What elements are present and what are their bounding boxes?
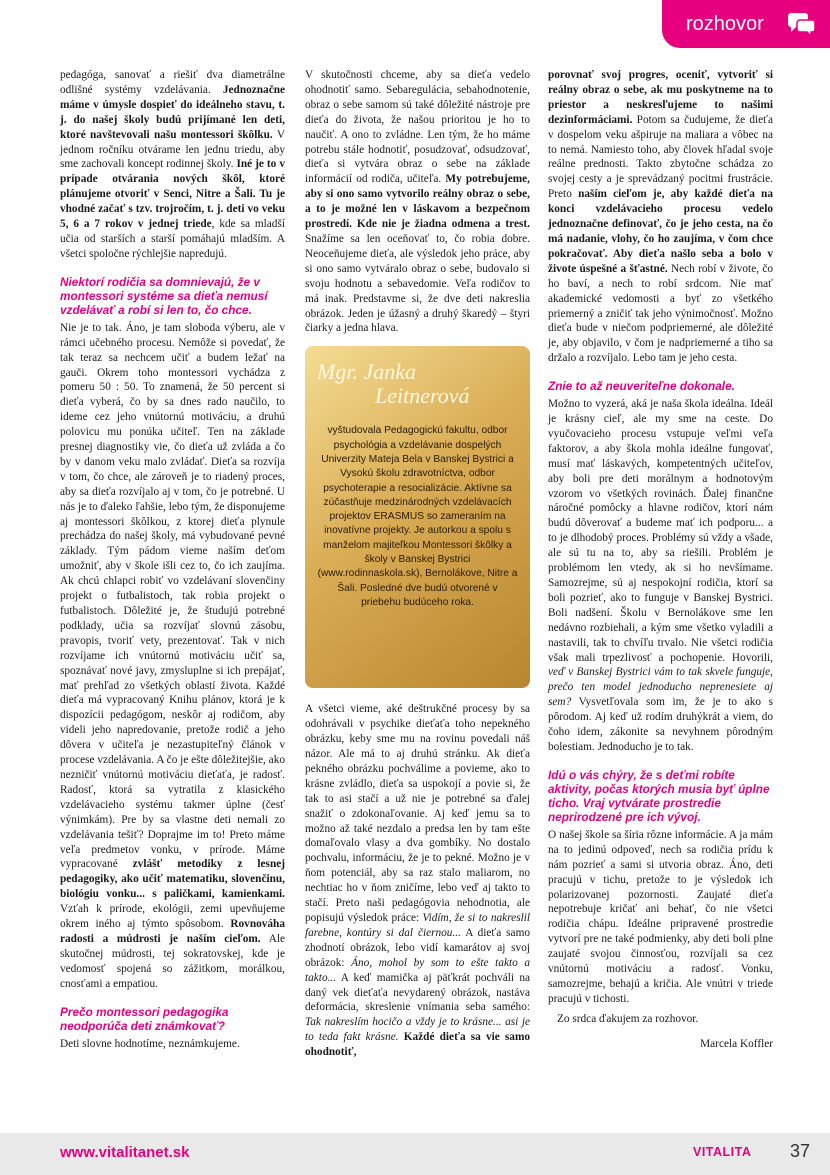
paragraph: O našej škole sa šíria rôzne informácie. A ja mám na to jedinú odpoveď, nech sa rodičia prídu k nám pozrieť a sami si utvoria obraz. Áno, deti pracujú v tichu, pretože to je výsledok ich polarizovanej pozornosti. Zaujaté dieťa nepotrebuje kričať ani behať, čo nie všetci rodičia chápu. Ideálne pripravené prostredie vytvorí pre ne také podmienky, aby deti boli plne zaujaté svojou činnosťou, rozvíjali sa cez vnútornú motiváciu a radosť. Vonku, samozrejme, behajú a kričia. Ale vnútri v triede pracujú v tichosti. (548, 828, 773, 1005)
paragraph: pedagóga, sanovať a riešiť dva diametrálne odlišné systémy vzdelávania. Jednoznačne máme v úmysle dospieť do ideálneho stavu, t. j. do našej školy budú prijímané len deti, ktoré navštevovali našu montessori škôlku. V jednom ročníku otvárame len jednu triedu, aby sme zachovali koncept rodinnej školy. Iné je to v prípade otvárania nových škôl, ktoré plánujeme otvoriť v Senci, Nitre a Šali. Tu je vhodné začať s tzv. trojročím, t. j. deti vo veku 5, 6 a 7 rokov v jednej triede, kde sa mladší učia od starších a starší pomáhajú mladším. A všetci spoločne rýchlejšie napredujú. (60, 69, 286, 260)
paragraph: Možno to vyzerá, aká je naša škola ideálna. Ideál je krásny cieľ, ale my sme na ceste. Do vyučovacieho procesu vstupuje veľmi veľa faktorov, a aby škola mohla ideálne fungovať, musí mať láskavých, kompetentných učiteľov, aby boli pre deti morálnym a hodnotovým vzorom vo všetkých rovinách. Ďalej finančne náročné pomôcky a hlavne rodičov, ktorí nám budú dôverovať a budeme mať ich podporu... a to je dlhodobý proces. Problémy sú vždy a všade, ale sú tu na to, aby sa riešili. Problém je problémom len vtedy, ak si ho nevšímame. Samozrejme, sú aj nespokojní rodičia, ktorí sa boli pozrieť, ako to funguje v Banskej Bystrici. Boli nadšení. Školu v Bernolákove sme len nedávno rozbiehali, a kým sme všetko vyladili a nastavili, tak to chvíľu trvalo. Nie všetci rodičia však mali trpezlivosť a pochopenie. Hovorili, veď v Banskej Bystrici vám to tak skvele funguje, prečo ten model jednoducho neprenesiete aj sem? Vysvetľovala som im, že je to ako s pôrodom. Aj keď už rodím druhýkrát a viem, do čoho idem, zákonite sa nevyhnem pôrodným bolestiam. Jednoducho je to tak. (548, 398, 773, 753)
paragraph: Deti slovne hodnotíme, neznámkujeme. (60, 1037, 240, 1050)
section-tag (662, 0, 830, 48)
paragraph: Nie je to tak. Áno, je tam sloboda výberu, ale v rámci učebného procesu. Nemôže si povedať, že tak teraz sa nechcem učiť a budem ležať na gauči. Okrem toho montessori vychádza z pomeru 50 : 50. To znamená, že 50 percent si dieťa vyberá, čo by sa dnes rado naučilo, to ideme cez jeho vnútornú motiváciu, a druhú polovicu mu ponúka učiteľ. Ten na základe presnej diagnostiky vie, čo dieťa už zvláda a čo by v danom veku malo zvládať. Dieťa sa rozvíja v tom, čo chce, ale zároveň je to riadený proces, aby sa dieťa rozvíjalo aj v tom, čo je potrebné. U nás je to ďaleko ľahšie, lebo tým, že disponujeme aj montessori škôlkou, z ktorej dieťa plynule prechádza do našej školy, má vybudované pevné základy. Tým pádom vieme naším deťom umožniť, aby v škole išli cez to, čo ich zaujíma. Ak chcú chlapci robiť vo vzdelávaní slovenčiny projekt o futbalistoch, tak robia projekt o futbalistoch. Dôležité je, že študujú potrebné podklady, učia sa rozvíjať slovnú zásobu, pravopis, tvoriť vety, prezentovať. Tak v nich rozvíjame ich vnútornú motiváciu učiť sa, spoznávať nové javy, zmysluplne si ich prepájať, mať prehľad zo všetkých oblastí života. Každé dieťa má vypracovaný Knihu plánov, ktorá je k dispozícii pedagógom, neskôr aj rodičom, aby videli jeho napredovanie, pretože rodič a jeho dôvera v učiteľa je nezastupiteľný článok v procese vzdelávania. A čo je ešte dôležitejšie, ako nezničiť vnútornú motiváciu dieťaťa, je radosť. Radosť, ktorá sa vytratila z klasického vzdelávacieho systému takmer úplne (česť výnimkám). Pre by sa vlastne deti nemali zo vzdelávania tešiť? Doprajme im to! Preto máme veľa predmetov vonku, v prírode. Máme vypracované zvlášť metodiky z lesnej pedagogiky, ako učiť matematiku, slovenčinu, biológiu vonku... s paličkami, kamienkami. Vzťah k prírode, ekológii, zemi upevňujeme okrem iného aj týmto spôsobom. Rovnováha radosti a múdrosti je naším cieľom. Ale skutočnej múdrosti, tej sokratovskej, kde je vedomosť spojená so zážitkom, morálkou, cnosťami a empatiou. (60, 321, 286, 990)
article-column-3 (548, 68, 773, 1057)
article-column-2 (305, 68, 530, 1065)
paragraph: A všetci vieme, aké deštrukčné procesy by sa odohrávali v psychike dieťaťa toho nepekného obrázku, keby sme mu na rovinu povedali náš názor. Ale má to aj druhú stránku. Ak dieťa pekného obrázku pochválime a povieme, ako to krásne zvládlo, dieťa sa uspokojí a povie si, že tak to asi stačí a už nie je potrebné sa ďalej snažiť o zdokonaľovanie. Aj keď jemu sa to možno až také nezdalo a predsa len by tam ešte domaľovalo vlasy a dva gombíky. No dostalo pochvalu, informáciu, že je to pekné. Možno je v ňom potenciál, aby sa raz stalo maliarom, no nechtiac ho v ňom zničíme, lebo veď aj takto to stačí. Preto naši pedagógovia nehodnotia, ale popisujú výsledok práce: Vidím, že si to nakreslil farebne, kontúry si dal čiernou... A dieťa samo zhodnotí obrázok, lebo vidí kamarátov aj svoj obrázok: Áno, mohol by som to ešte takto a takto... A keď mamička aj päťkrát pochváli na daný vek dieťaťa nevydarený obrázok, nastáva deformácia, skreslenie vnímania seba samého: Tak nakreslím hocičo a vždy je to krásne... asi je to teda fakt krásne. Každé dieťa sa vie samo ohodnotiť, (305, 703, 531, 1059)
author-signature: Marcela Koffler (700, 1037, 773, 1050)
question-heading: Niektorí rodičia sa domnievajú, že v montessori systéme sa dieťa nemusí vzdelávať a robí si len to, čo chce. (60, 274, 268, 317)
page-footer (0, 1133, 830, 1175)
page-number: 37 (790, 1141, 811, 1161)
question-heading: Prečo montessori pedagogika neodporúča deti známkovať? (60, 1004, 229, 1033)
question-heading: Znie to až neuveriteľne dokonale. (548, 379, 735, 394)
magazine-brand: VITALITA (693, 1145, 752, 1159)
closing-line: Zo srdca ďakujem za rozhovor. (557, 1012, 699, 1025)
question-heading: Idú o vás chýry, že s deťmi robíte aktivity, počas ktorých musia byť úplne ticho. Vraj vytvárate prostredie neprirodzené pre ich vývoj. (548, 767, 770, 824)
paragraph: V skutočnosti chceme, aby sa dieťa vedelo ohodnotiť samo. Sebareguláciа, sebahodnotenie, obraz o sebe samom sú také dôležité nástroje pre dieťa do života, že našou prioritou je ho to naučiť. A ono to zvládne. Len tým, že ho máme potrebu stále hodnotiť, posudzovať, odsudzovať, dieťa si vytvára obraz o sebe na základe informácií od rodiča, učiteľa. My potrebujeme, aby si ono samo vytvorilo reálny obraz o sebe, a to je možné len v láskavom a bezpečnom prostredí. Kde nie je žiadna odmena a trest. Snažíme sa len oceňovať to, čo robia dobre. Neoceňujeme dieťa, ale výsledok jeho práce, aby si ono samo vytváralo obraz o sebe, budovalo si svoju hodnotu a sebavedomie. Veľa rodičov to má inak. Predstavme si, že dve deti nakreslia obrázok. Jeden je úžasný a druhý škaredý – štyri čiarky a jedna hlava. (305, 69, 530, 335)
speech-bubbles-icon (786, 10, 816, 36)
section-label: rozhovor (686, 13, 764, 35)
article-column-1 (60, 68, 285, 1056)
paragraph: porovnať svoj progres, oceniť, vytvoriť si reálny obraz o sebe, ak mu poskytneme na to priestor a neskresľujeme to našimi dezinformáciami. Potom sa čudujeme, že dieťa v dospelom veku ašpiruje na maliara a vôbec na to nemá. Namiesto toho, aby človek hľadal svoje reálne prednosti. Takto zbytočne schádza zo svojej cesty a je sprevádzaný pocitmi frustrácie. Preto naším cieľom je, aby každé dieťa na konci vzdelávacieho procesu vedelo jednoznačne definovať, čo je jeho cesta, na čo má nadanie, vlohy, čo ho zaujíma, v čom chce pokračovať. Aby dieťa našlo seba a bolo v živote úspešné a šťastné. Nech robí v živote, čo ho baví, a nech to robí srdcom. Nie mať akademické vedomosti a byť zo všetkého priemerný a zničiť tak jeho výnimočnosť. Možno dieťa bude v niečom podpriemerné, ale dôležité je, aby objavilo, v čom je nadpriemerné a tiho sa držalo a rozvíjalo. Lebo tam je jeho cesta. (548, 69, 774, 365)
author-bio-text: vyštudovala Pedagogickú fakultu, odbor psychológia a vzdelávanie dospelých Univerzity Mateja Bela v Banskej Bystrici a Vysokú školu zdravotníctva, odbor psychoterapie a resocializácie. Aktívne sa zúčastňuje medzinárodných vzdelávacích projektov ERASMUS so zameraním na inovatívne projekty. Je autorkou a spolu s manželom majiteľkou Montessori škôlky a školy v Banskej Bystrici (www.rodinnaskola.sk), Bernolákove, Nitre a Šali. Posledné dve budú otvorené v priebehu budúceho roka. (317, 425, 518, 608)
author-name: Mgr. Janka Leitnerová (317, 359, 470, 409)
website-link[interactable]: www.vitalitanet.sk (60, 1144, 190, 1161)
author-bio-box (305, 346, 530, 688)
